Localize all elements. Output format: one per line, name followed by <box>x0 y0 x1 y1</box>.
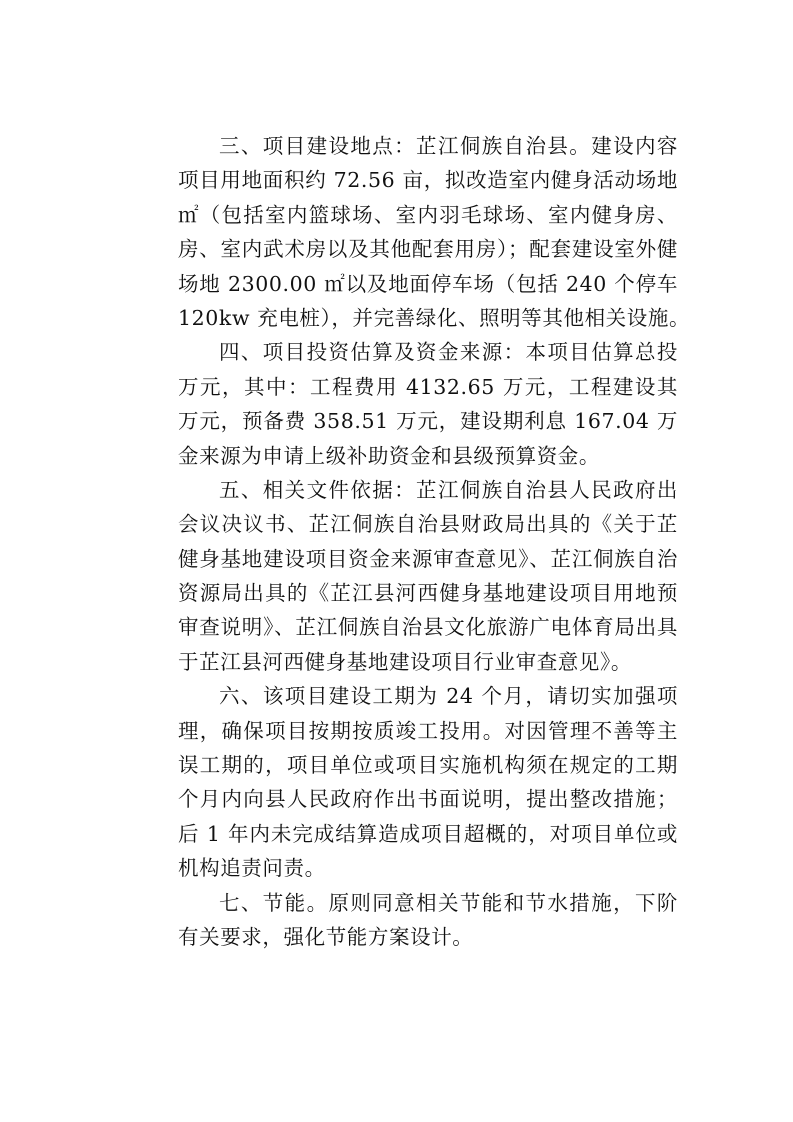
text-line: 有关要求，强化节能方案设计。 <box>178 924 474 949</box>
text-line: 七、节能。原则同意相关节能和节水措施，下阶 <box>219 890 678 915</box>
text-line: 后 1 年内未完成结算造成项目超概的，对项目单位或 <box>178 821 678 846</box>
paragraph-section-7 <box>178 886 678 955</box>
text-line: 万元，其中：工程费用 4132.65 万元，工程建设其 <box>178 374 678 399</box>
text-line: 房、室内武术房以及其他配套用房）；配套建设室外健 <box>178 237 678 262</box>
text-line: 个月内向县人民政府作出书面说明，提出整改措施； <box>178 787 678 812</box>
text-line: 四、项目投资估算及资金来源：本项目估算总投 <box>219 340 678 365</box>
paragraph-section-4 <box>178 335 678 473</box>
text-line: 三、项目建设地点：芷江侗族自治县。建设内容 <box>219 134 678 158</box>
text-line: ㎡（包括室内篮球场、室内羽毛球场、室内健身房、 <box>178 202 678 227</box>
text-line: 资源局出具的《芷江县河西健身基地建设项目用地预 <box>178 581 678 606</box>
text-line: 理，确保项目按期按质竣工投用。对因管理不善等主 <box>178 718 678 743</box>
text-line: 项目用地面积约 72.56 亩，拟改造室内健身活动场地 <box>178 168 678 193</box>
text-line: 误工期的，项目单位或项目实施机构须在规定的工期 <box>178 753 678 778</box>
text-line: 于芷江县河西健身基地建设项目行业审查意见》。 <box>178 649 632 674</box>
text-line: 万元，预备费 358.51 万元，建设期利息 167.04 万 <box>178 409 678 434</box>
text-line: 机构追责问责。 <box>178 856 326 881</box>
text-line: 金来源为申请上级补助资金和县级预算资金。 <box>178 443 600 468</box>
paragraph-section-5 <box>178 473 678 679</box>
text-line: 120kw 充电桩），并完善绿化、照明等其他相关设施。 <box>178 305 691 330</box>
text-line: 六、该项目建设工期为 24 个月，请切实加强项 <box>219 684 678 709</box>
document-body <box>178 129 691 954</box>
text-line: 健身基地建设项目资金来源审查意见》、芷江侗族自治 <box>178 546 678 571</box>
paragraph-section-3 <box>178 129 691 335</box>
paragraph-section-6 <box>178 679 678 885</box>
text-line: 会议决议书、芷江侗族自治县财政局出具的《关于芷 <box>178 512 678 537</box>
text-line: 五、相关文件依据：芷江侗族自治县人民政府出 <box>219 477 678 502</box>
text-line: 场地 2300.00 ㎡以及地面停车场（包括 240 个停车 <box>178 271 678 296</box>
text-line: 审查说明》、芷江侗族自治县文化旅游广电体育局出具 <box>178 615 678 640</box>
